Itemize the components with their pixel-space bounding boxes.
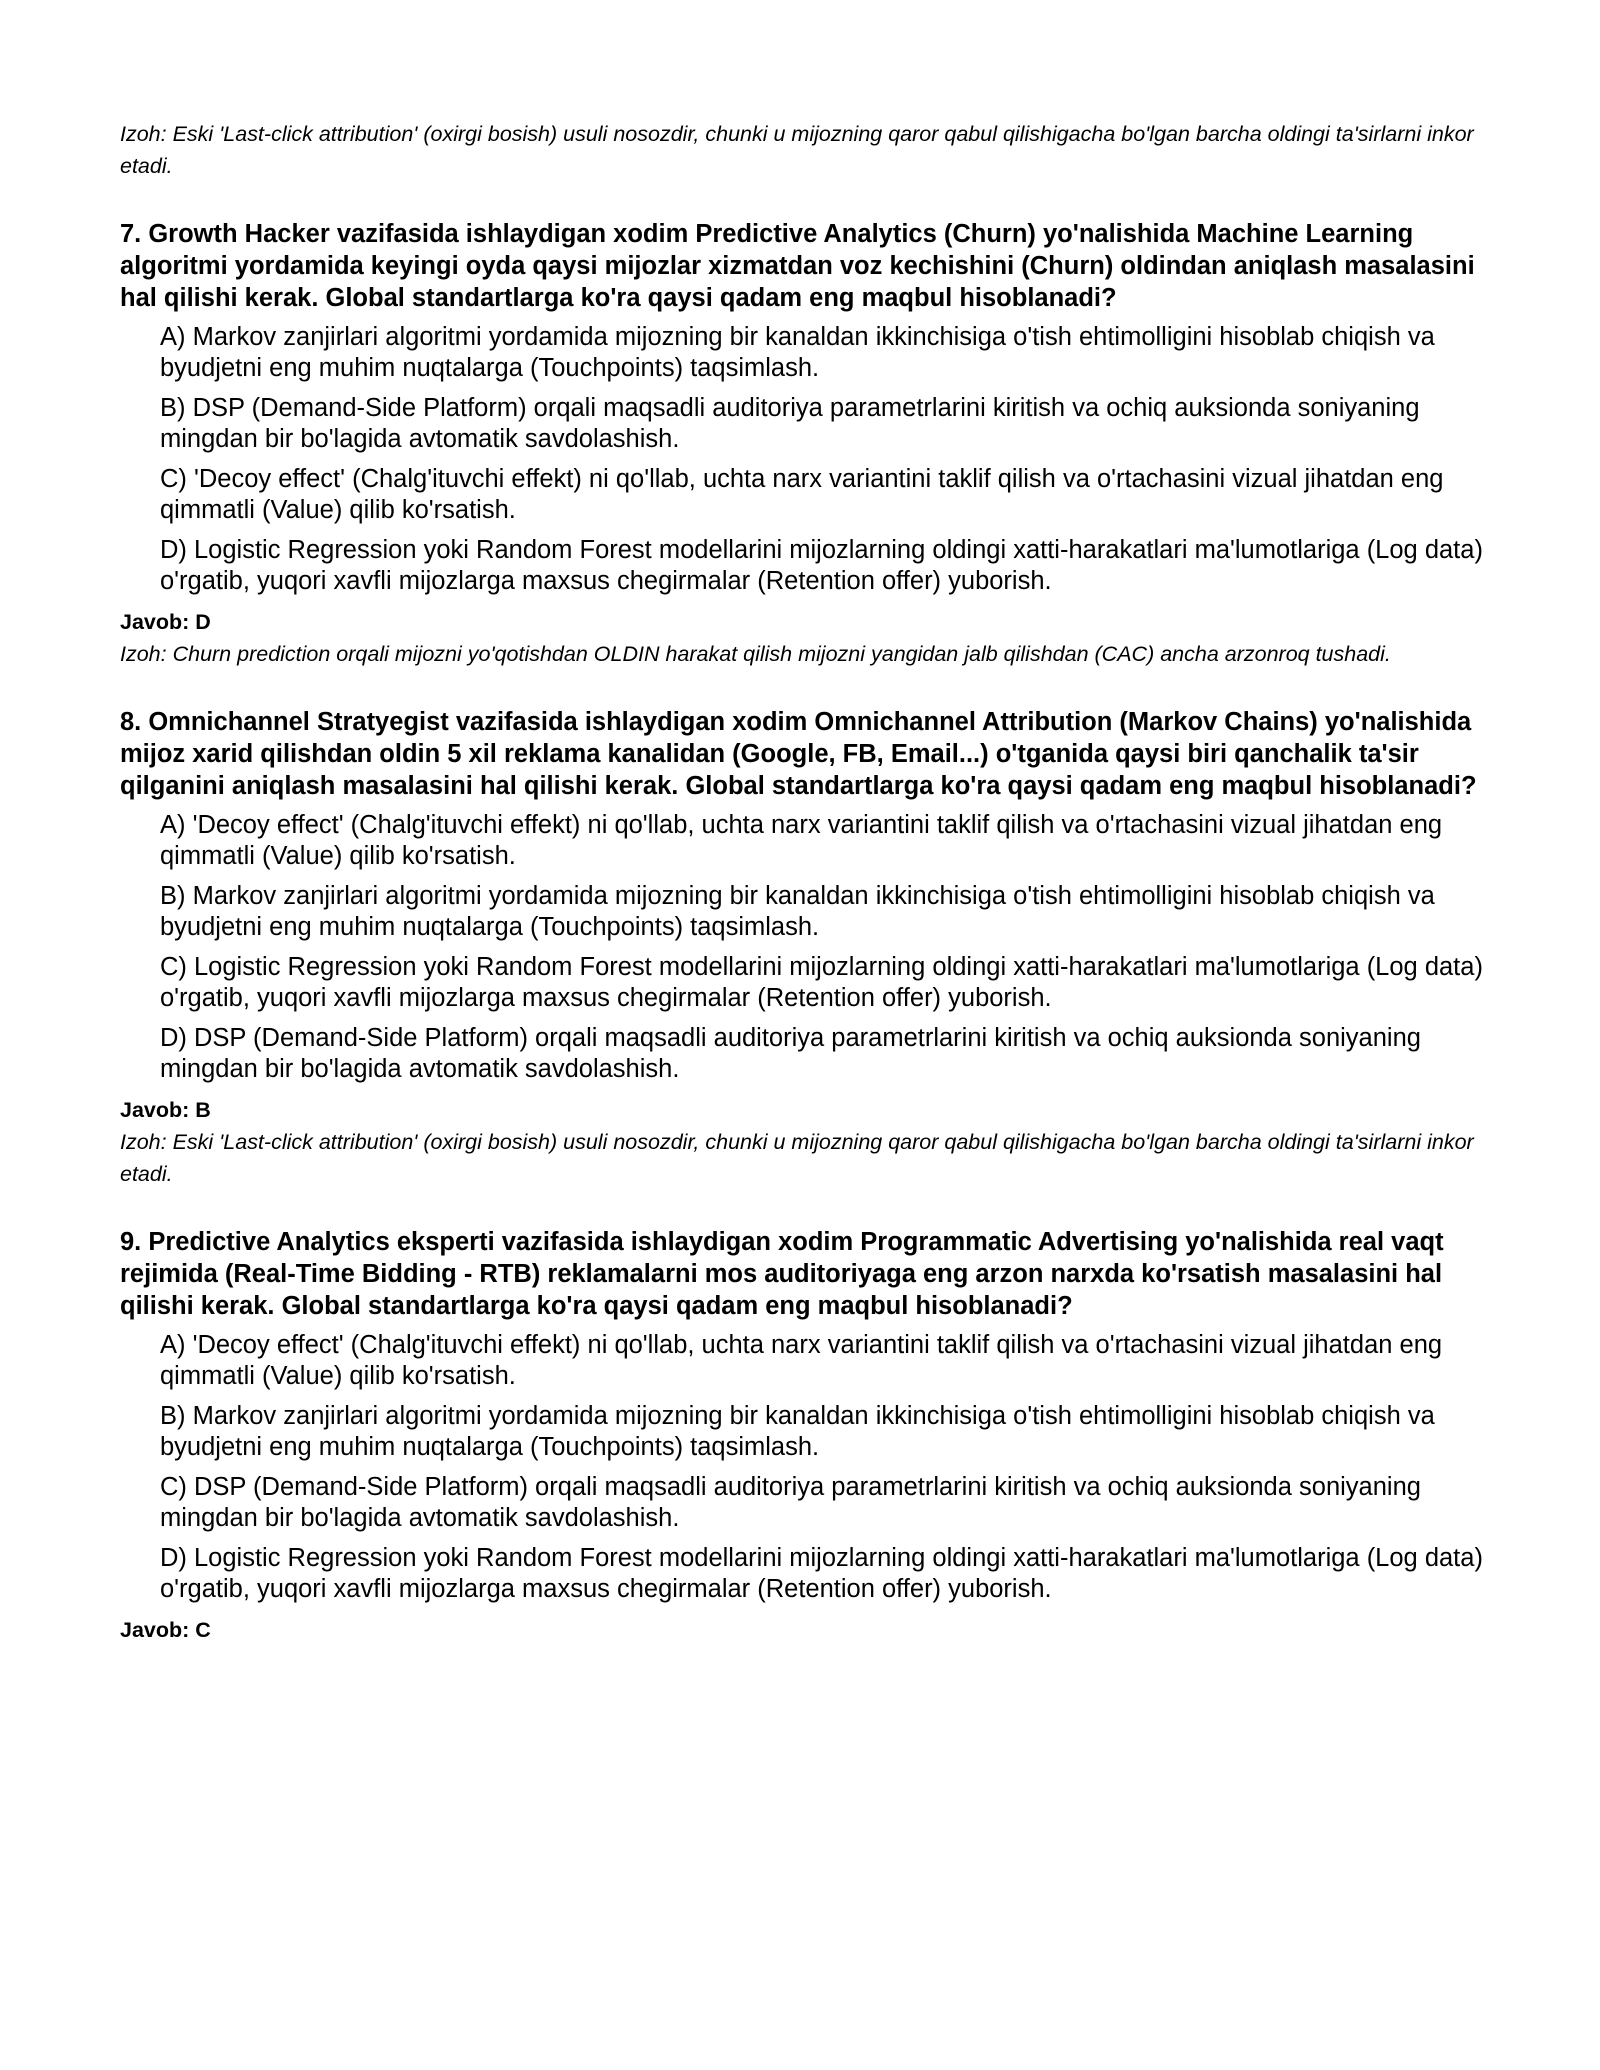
option-a: A) Markov zanjirlari algoritmi yordamida mijozning bir kanaldan ikkinchisiga o'tish ehtimolligini hisoblab chiqish va byudjetni eng muhim nuqtalarga (Touchpoints) taqsimlash.: [160, 323, 1435, 382]
question-block-7: [120, 218, 1490, 670]
answer-label: Javob: B: [120, 1098, 211, 1122]
question-block-9: [120, 1226, 1490, 1646]
option-d: D) Logistic Regression yoki Random Forest modellarini mijozlarning oldingi xatti-harakatlari ma'lumotlariga (Log data) o'rgatib, yuqori xavfli mijozlarga maxsus chegirmalar (Retention offer) yuborish.: [160, 536, 1483, 595]
option-d: D) DSP (Demand-Side Platform) orqali maqsadli auditoriya parametrlarini kiritish va ochiq auksionda soniyaning mingdan bir bo'lagida avtomatik savdolashish.: [160, 1024, 1421, 1083]
option-b: B) Markov zanjirlari algoritmi yordamida mijozning bir kanaldan ikkinchisiga o'tish ehtimolligini hisoblab chiqish va byudjetni eng muhim nuqtalarga (Touchpoints) taqsimlash.: [160, 882, 1435, 941]
option-d: D) Logistic Regression yoki Random Forest modellarini mijozlarning oldingi xatti-harakatlari ma'lumotlariga (Log data) o'rgatib, yuqori xavfli mijozlarga maxsus chegirmalar (Retention offer) yuborish.: [160, 1544, 1483, 1603]
option-b: B) Markov zanjirlari algoritmi yordamida mijozning bir kanaldan ikkinchisiga o'tish ehtimolligini hisoblab chiqish va byudjetni eng muhim nuqtalarga (Touchpoints) taqsimlash.: [160, 1402, 1435, 1461]
explanation-note: Izoh: Churn prediction orqali mijozni yo'qotishdan OLDIN harakat qilish mijozni yangidan jalb qilishdan (CAC) ancha arzonroq tushadi.: [120, 642, 1391, 666]
answer-label: Javob: D: [120, 610, 211, 634]
option-a: A) 'Decoy effect' (Chalg'ituvchi effekt) ni qo'llab, uchta narx variantini taklif qilish va o'rtachasini vizual jihatdan eng qimmatli (Value) qilib ko'rsatish.: [160, 1331, 1443, 1390]
spacer: [120, 1190, 1490, 1226]
document-page: [120, 118, 1490, 1646]
intro-note: Izoh: Eski 'Last-click attribution' (oxirgi bosish) usuli nosozdir, chunki u mijozning qaror qabul qilishigacha bo'lgan barcha oldingi ta'sirlarni inkor etadi.: [120, 122, 1474, 178]
spacer: [120, 182, 1490, 218]
option-c: C) 'Decoy effect' (Chalg'ituvchi effekt) ni qo'llab, uchta narx variantini taklif qilish va o'rtachasini vizual jihatdan eng qimmatli (Value) qilib ko'rsatish.: [160, 465, 1444, 524]
question-title: 7. Growth Hacker vazifasida ishlaydigan xodim Predictive Analytics (Churn) yo'nalishida Machine Learning algoritmi yordamida keyingi oyda qaysi mijozlar xizmatdan voz kechishini (Churn) oldindan aniqlash masalasini hal qilishi kerak. Global standartlarga ko'ra qaysi qadam eng maqbul hisoblanadi?: [120, 220, 1475, 312]
question-block-8: [120, 706, 1490, 1190]
explanation-note: Izoh: Eski 'Last-click attribution' (oxirgi bosish) usuli nosozdir, chunki u mijozning qaror qabul qilishigacha bo'lgan barcha oldingi ta'sirlarni inkor etadi.: [120, 1130, 1474, 1186]
question-title: 8. Omnichannel Stratyegist vazifasida ishlaydigan xodim Omnichannel Attribution (Markov Chains) yo'nalishida mijoz xarid qilishdan oldin 5 xil reklama kanalidan (Google, FB, Email...) o'tganida qaysi biri qanchalik ta'sir qilganini aniqlash masalasini hal qilishi kerak. Global standartlarga ko'ra qaysi qadam eng maqbul hisoblanadi?: [120, 708, 1477, 800]
option-a: A) 'Decoy effect' (Chalg'ituvchi effekt) ni qo'llab, uchta narx variantini taklif qilish va o'rtachasini vizual jihatdan eng qimmatli (Value) qilib ko'rsatish.: [160, 811, 1443, 870]
answer-label: Javob: C: [120, 1618, 211, 1642]
question-title: 9. Predictive Analytics eksperti vazifasida ishlaydigan xodim Programmatic Advertising yo'nalishida real vaqt rejimida (Real-Time Bidding - RTB) reklamalarni mos auditoriyaga eng arzon narxda ko'rsatish masalasini hal qilishi kerak. Global standartlarga ko'ra qaysi qadam eng maqbul hisoblanadi?: [120, 1228, 1444, 1320]
spacer: [120, 670, 1490, 706]
option-b: B) DSP (Demand-Side Platform) orqali maqsadli auditoriya parametrlarini kiritish va ochiq auksionda soniyaning mingdan bir bo'lagida avtomatik savdolashish.: [160, 394, 1420, 453]
option-c: C) DSP (Demand-Side Platform) orqali maqsadli auditoriya parametrlarini kiritish va ochiq auksionda soniyaning mingdan bir bo'lagida avtomatik savdolashish.: [160, 1473, 1421, 1532]
option-c: C) Logistic Regression yoki Random Forest modellarini mijozlarning oldingi xatti-harakatlari ma'lumotlariga (Log data) o'rgatib, yuqori xavfli mijozlarga maxsus chegirmalar (Retention offer) yuborish.: [160, 953, 1483, 1012]
